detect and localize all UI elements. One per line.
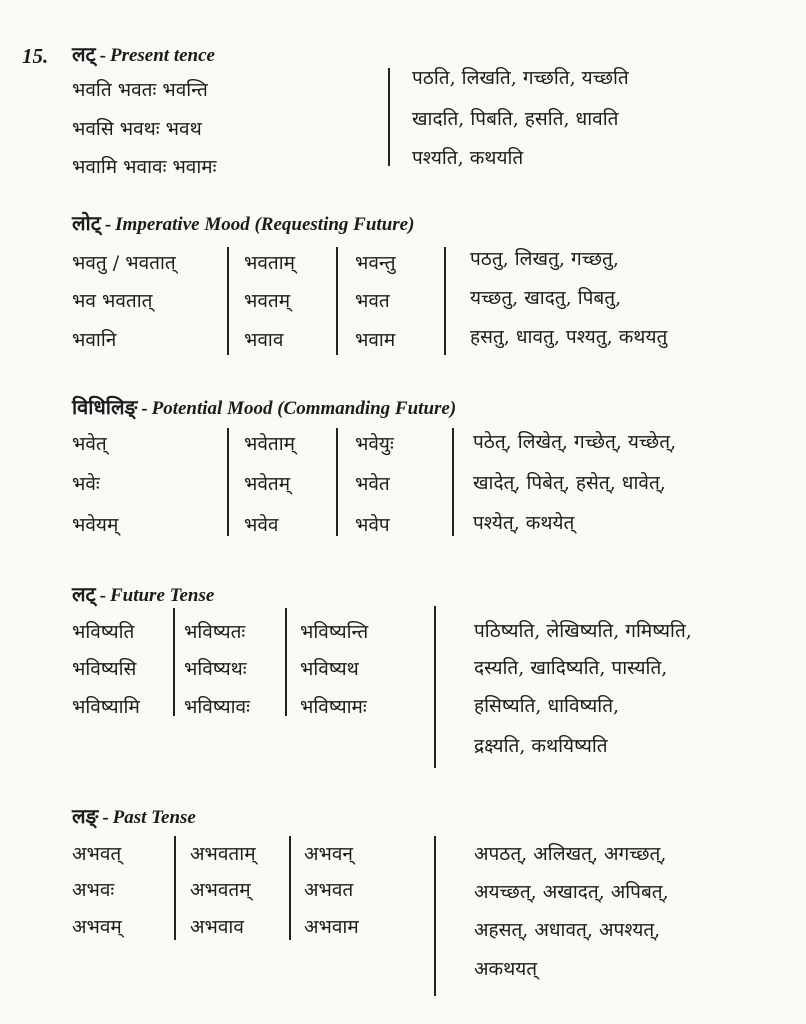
lrt-c3-r3: भविष्यामः: [300, 696, 367, 718]
vidhi-c3-r2: भवेत: [355, 473, 390, 495]
lrt-divider-2: [285, 608, 287, 716]
vidhi-desc: Potential Mood (Commanding Future): [151, 398, 457, 419]
lat-heading: लट् - Present tence: [72, 42, 215, 66]
lot-c2-r3: भवाव: [244, 329, 284, 351]
vidhi-c3-r1: भवेयुः: [355, 433, 394, 455]
lan-example-2: अयच्छत्, अखादत्, अपिबत्,: [474, 881, 669, 903]
lrt-c2-r3: भविष्यावः: [184, 696, 250, 718]
lot-heading: लोट् - Imperative Mood (Requesting Future): [72, 211, 415, 235]
lat-example-1: पठति, लिखति, गच्छति, यच्छति: [412, 67, 629, 89]
lrt-example-4: द्रक्ष्यति, कथयिष्यति: [474, 735, 608, 757]
lan-example-4: अकथयत्: [474, 958, 538, 980]
vidhi-c2-r1: भवेताम्: [244, 433, 296, 455]
lot-example-1: पठतु, लिखतु, गच्छतु,: [470, 248, 619, 270]
lan-c1-r3: अभवम्: [72, 916, 122, 938]
lat-row-2: भवसि भवथः भवथ: [72, 118, 202, 140]
lrt-c1-r1: भविष्यति: [72, 621, 135, 643]
lan-divider-1: [174, 836, 176, 940]
lot-c3-r3: भवाम: [355, 329, 396, 351]
lot-divider-1: [227, 247, 229, 355]
lan-c3-r1: अभवन्: [304, 843, 353, 865]
lrt-c1-r3: भविष्यामि: [72, 696, 140, 718]
lrt-example-3: हसिष्यति, धाविष्यति,: [474, 695, 620, 717]
lan-c3-r2: अभवत: [304, 879, 354, 901]
lan-example-1: अपठत्, अलिखत्, अगच्छत्,: [474, 843, 667, 865]
vidhi-divider-1: [227, 428, 229, 536]
lan-heading: लङ् - Past Tense: [72, 804, 196, 828]
lan-term: लङ्: [72, 804, 99, 828]
lot-example-2: यच्छतु, खादतु, पिबतु,: [470, 287, 622, 309]
lat-example-3: पश्यति, कथयति: [412, 147, 524, 169]
lrt-divider-3: [434, 606, 436, 768]
lot-c1-r2: भव भवतात्: [72, 290, 153, 312]
lat-divider: [388, 68, 390, 166]
lot-example-3: हसतु, धावतु, पश्यतु, कथयतु: [470, 326, 668, 348]
lot-term: लोट्: [72, 211, 101, 235]
vidhi-c1-r1: भवेत्: [72, 433, 107, 455]
lrt-desc: Future Tense: [109, 585, 215, 606]
vidhi-c2-r2: भवेतम्: [244, 473, 291, 495]
lan-c2-r1: अभवताम्: [190, 843, 256, 865]
lan-c1-r2: अभवः: [72, 879, 115, 901]
lat-row-1: भवति भवतः भवन्ति: [72, 79, 208, 101]
lot-c1-r1: भवतु / भवतात्: [72, 252, 176, 274]
lan-desc: Past Tense: [112, 807, 196, 828]
lot-c1-r3: भवानि: [72, 329, 117, 351]
lrt-example-1: पठिष्यति, लेखिष्यति, गमिष्यति,: [474, 620, 692, 642]
lrt-term: लट्: [72, 582, 96, 606]
section-number: 15.: [22, 44, 49, 68]
lrt-heading: लट् - Future Tense: [72, 582, 215, 606]
lot-c2-r2: भवतम्: [244, 290, 291, 312]
lan-c2-r2: अभवतम्: [190, 879, 251, 901]
lan-divider-2: [289, 836, 291, 940]
lrt-c2-r2: भविष्यथः: [184, 658, 247, 680]
lan-divider-3: [434, 836, 436, 996]
lot-c3-r1: भवन्तु: [355, 252, 396, 274]
lat-row-3: भवामि भवावः भवामः: [72, 156, 217, 178]
vidhi-example-1: पठेत्, लिखेत्, गच्छेत्, यच्छेत्,: [473, 431, 677, 453]
vidhi-term: विधिलिङ्: [72, 395, 138, 419]
lrt-c2-r1: भविष्यतः: [184, 621, 246, 643]
lat-desc: Present tence: [109, 45, 215, 66]
vidhi-divider-2: [336, 428, 338, 536]
lot-c2-r1: भवताम्: [244, 252, 296, 274]
lrt-example-2: दस्यति, खादिष्यति, पास्यति,: [474, 657, 668, 679]
vidhi-c2-r3: भवेव: [244, 514, 279, 536]
lot-divider-3: [444, 247, 446, 355]
lrt-c3-r1: भविष्यन्ति: [300, 621, 369, 643]
lan-example-3: अहसत्, अधावत्, अपश्यत्,: [474, 919, 661, 941]
lot-divider-2: [336, 247, 338, 355]
lrt-divider-1: [173, 608, 175, 716]
vidhi-c1-r3: भवेयम्: [72, 514, 119, 536]
lat-example-2: खादति, पिबति, हसति, धावति: [412, 108, 619, 130]
lrt-c1-r2: भविष्यसि: [72, 658, 137, 680]
lat-term: लट्: [72, 42, 96, 66]
vidhi-example-3: पश्येत्, कथयेत्: [473, 512, 575, 534]
vidhi-example-2: खादेत्, पिबेत्, हसेत्, धावेत्,: [473, 472, 666, 494]
lrt-c3-r2: भविष्यथ: [300, 658, 359, 680]
vidhi-divider-3: [452, 428, 454, 536]
lot-c3-r2: भवत: [355, 290, 390, 312]
lan-c3-r3: अभवाम: [304, 916, 359, 938]
vidhi-c1-r2: भवेः: [72, 473, 100, 495]
vidhi-heading: विधिलिङ् - Potential Mood (Commanding Future): [72, 395, 457, 419]
lan-c2-r3: अभवाव: [190, 916, 244, 938]
lan-c1-r1: अभवत्: [72, 843, 122, 865]
lot-desc: Imperative Mood (Requesting Future): [115, 214, 415, 235]
vidhi-c3-r3: भवेप: [355, 514, 390, 536]
